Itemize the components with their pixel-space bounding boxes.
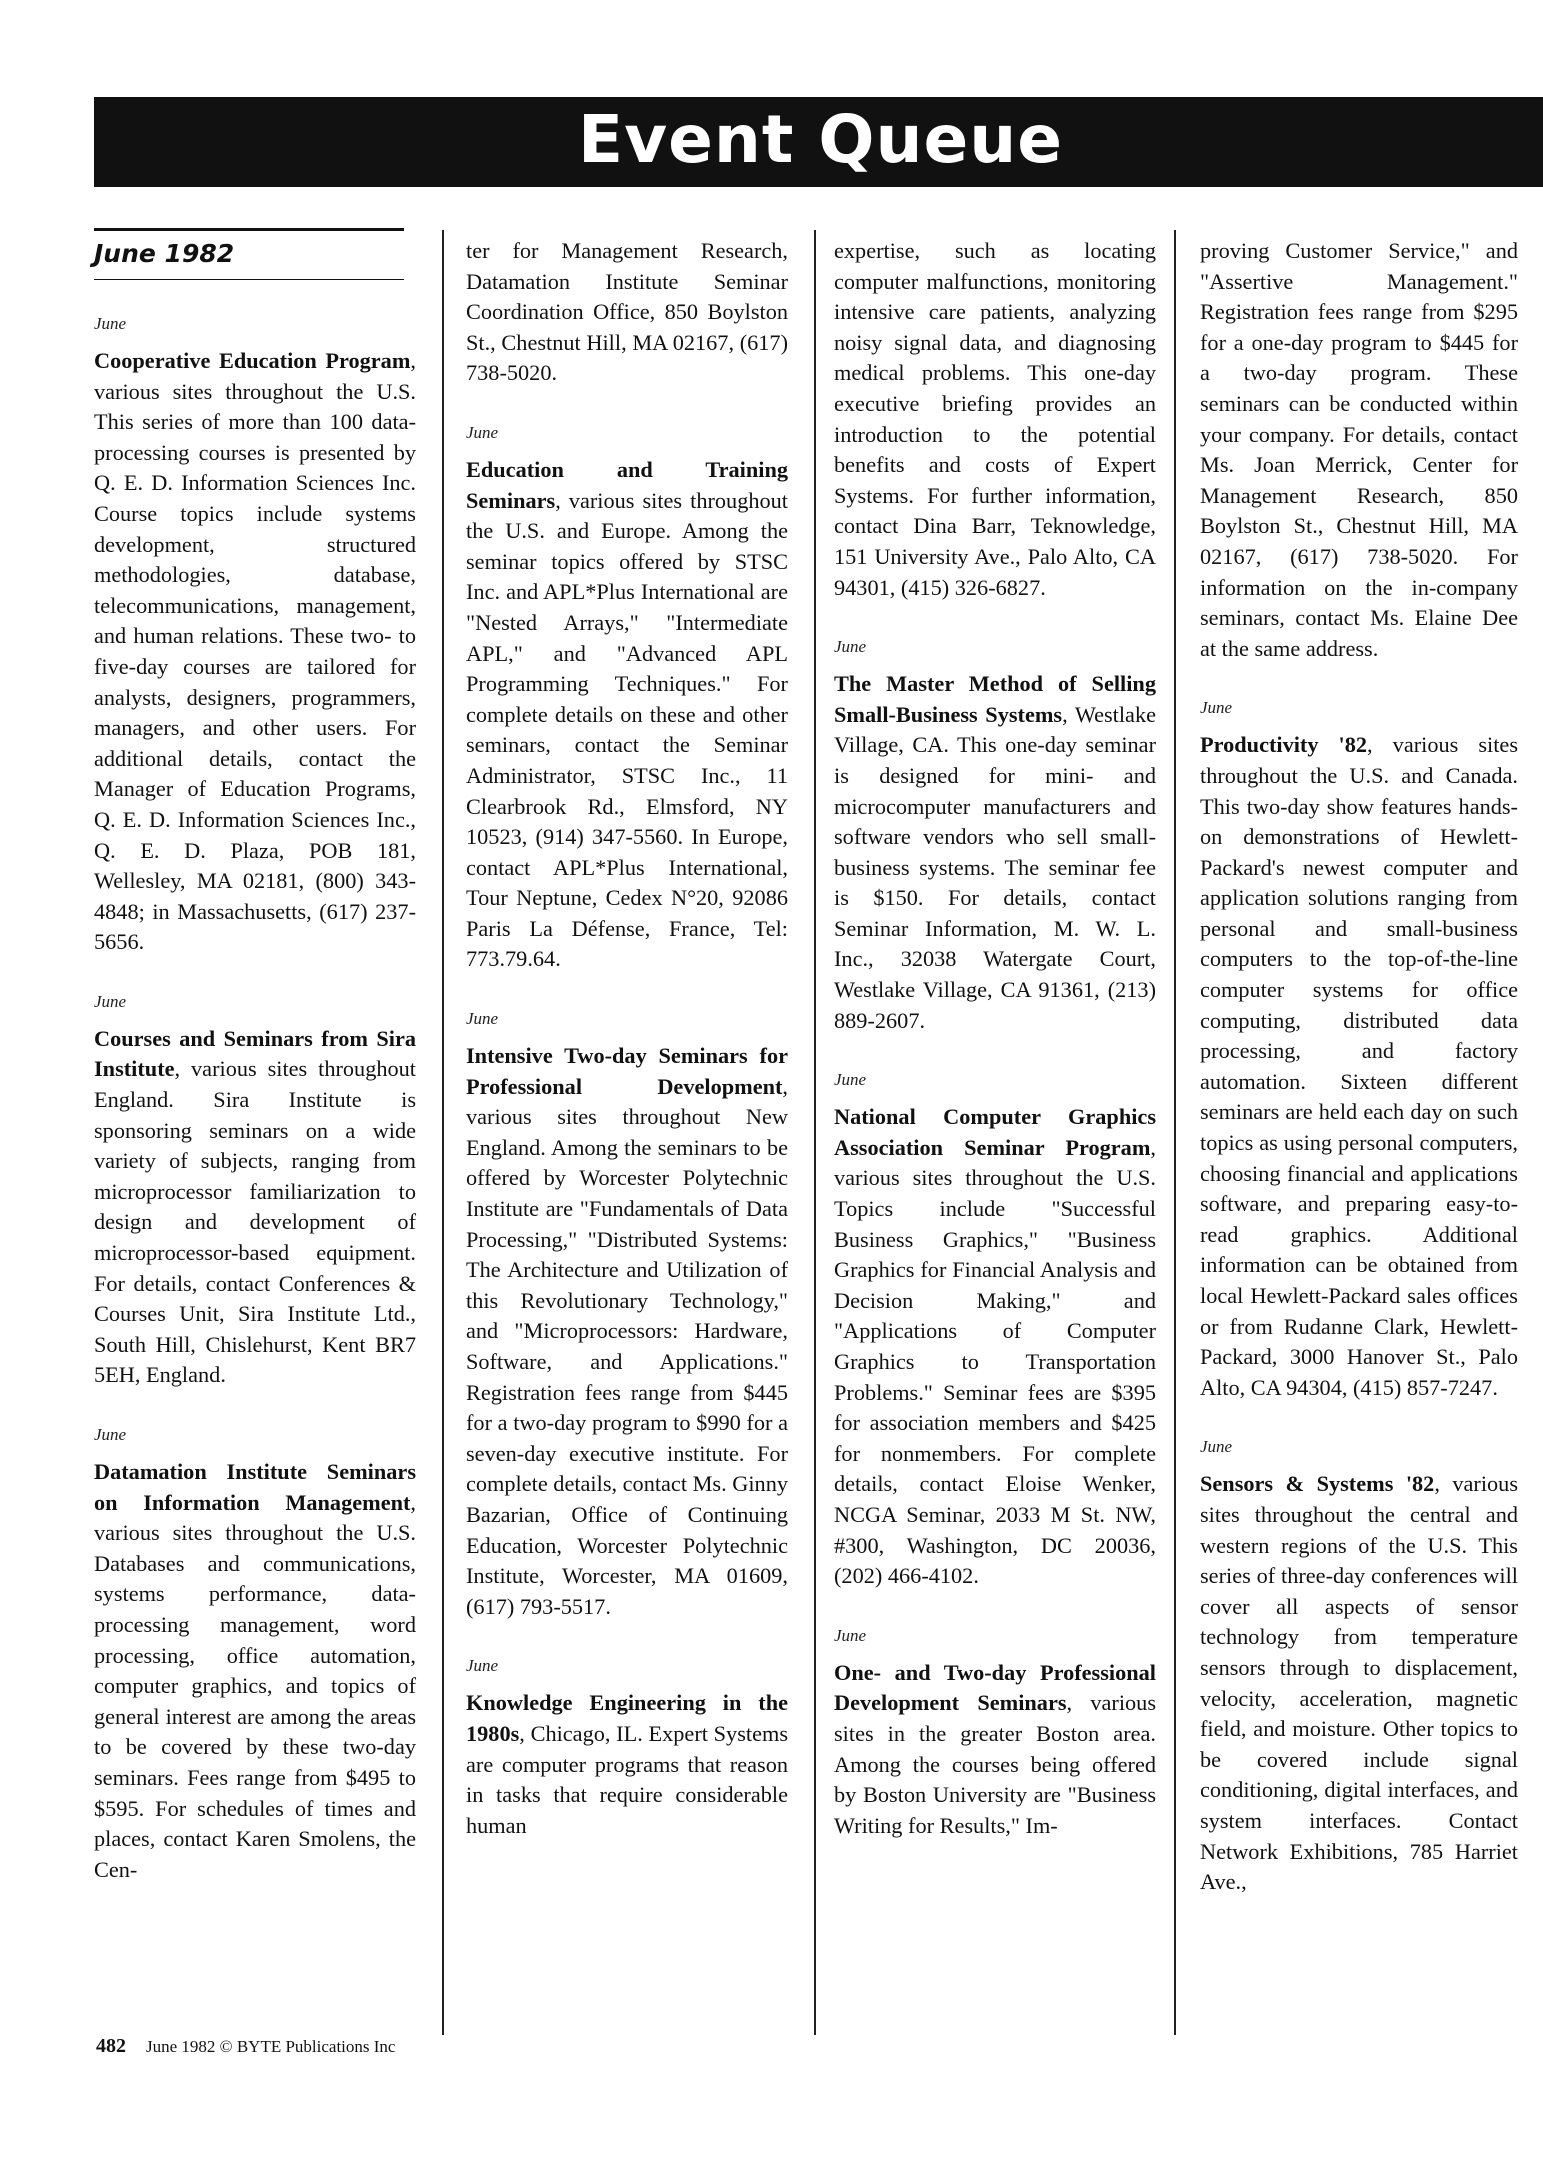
event-month: June bbox=[466, 1009, 499, 1029]
event-body bbox=[834, 1102, 1156, 1592]
event-item bbox=[466, 1009, 788, 1622]
event-month: June bbox=[466, 1656, 499, 1676]
event-title: One- and Two-day Professional Development Seminars bbox=[834, 1659, 1156, 1716]
event-item bbox=[1200, 698, 1518, 1403]
event-text: , various sites throughout New England. Among the seminars to be offered by Worcester Polytechnic Institute are "Fundamentals of Data Processing," "Distributed Systems: The Architecture and Utilization of this Revolutionary Technology," and "Microprocessors: Hardware, Software, and Applications." Registration fees range from $445 for a two-day program to $990 for a seven-day executive institute. For complete details, contact Ms. Ginny Bazarian, Office of Continuing Education, Worcester Polytechnic Institute, Worcester, MA 01609, (617) 793-5517. bbox=[466, 1073, 788, 1619]
column-rule bbox=[1174, 230, 1176, 2035]
event-continuation bbox=[834, 236, 1156, 603]
event-text: , various sites in the greater Boston area. Among the courses being offered by Boston University are "Business Writing for Results," Im- bbox=[834, 1690, 1156, 1838]
event-text: , various sites throughout England. Sira Institute is sponsoring seminars on a wide variety of subjects, ranging from microprocessor familiarization to design and development of microprocessor-based equipment. For details, contact Conferences & Courses Unit, Sira Institute Ltd., South Hill, Chislehurst, Kent BR7 5EH, England. bbox=[94, 1056, 416, 1388]
event-title: Courses and Seminars from Sira Institute bbox=[94, 1025, 416, 1082]
event-text: , various sites throughout the U.S. and Europe. Among the seminar topics offered by STSC Inc. and APL*Plus International are "Nested Arrays," "Intermediate APL," and "Advanced APL Programming Techniques." For complete details on these and other seminars, contact the Seminar Administrator, STSC Inc., 11 Clearbrook Rd., Elmsford, NY 10523, (914) 347-5560. In Europe, contact APL*Plus International, Tour Neptune, Cedex N°20, 92086 Paris La Défense, France, Tel: 773.79.64. bbox=[466, 487, 788, 972]
event-text: , various sites throughout the central and western regions of the U.S. This series of three-day conferences will cover all aspects of sensor technology from temperature sensors through to displacement, velocity, acceleration, magnetic field, and moisture. Other topics to be covered include signal conditioning, digital interfaces, and system interfaces. Contact Network Exhibitions, 785 Harriet Ave., bbox=[1200, 1471, 1518, 1895]
event-title: The Master Method of Selling Small-Business Systems bbox=[834, 671, 1156, 727]
event-text: , Chicago, IL. Expert Systems are computer programs that reason in tasks that require considerable human bbox=[466, 1720, 788, 1838]
event-body bbox=[1200, 1469, 1518, 1897]
event-month: June bbox=[834, 1070, 867, 1090]
event-title: Productivity '82 bbox=[1200, 732, 1368, 758]
event-body bbox=[834, 669, 1156, 1036]
event-item bbox=[834, 1626, 1156, 1842]
section-header-block bbox=[94, 228, 404, 280]
continuation-text: proving Customer Service," and "Assertive Management." Registration fees range from $295 for a one-day program to $445 for a two-day program. These seminars can be conducted within your company. For details, contact Ms. Joan Merrick, Center for Management Research, 850 Boylston St., Chestnut Hill, MA 02167, (617) 738-5020. For information on the in-company seminars, contact Ms. Elaine Dee at the same address. bbox=[1200, 238, 1518, 661]
event-body bbox=[94, 346, 416, 958]
event-continuation bbox=[1200, 236, 1518, 664]
section-header: June 1982 bbox=[94, 239, 235, 268]
event-month: June bbox=[94, 1425, 127, 1444]
event-item bbox=[94, 314, 416, 958]
event-item bbox=[466, 423, 788, 975]
event-text: , Westlake Village, CA. This one-day seminar is designed for mini- and microcomputer manufacturers and software vendors who sell small-business systems. The seminar fee is $150. For details, contact Seminar Information, M. W. L. Inc., 32038 Watergate Court, Westlake Village, CA 91361, (213) 889-2607. bbox=[834, 701, 1156, 1033]
event-title: Sensors & Systems '82 bbox=[1200, 1471, 1435, 1497]
event-item bbox=[834, 637, 1156, 1036]
continuation-text: ter for Management Research, Datamation Institute Seminar Coordination Office, 850 Boylston St., Chestnut Hill, MA 02167, (617) 738-5020. bbox=[466, 238, 788, 386]
event-body bbox=[466, 1041, 788, 1622]
event-month: June bbox=[466, 422, 499, 442]
event-month: June bbox=[834, 637, 867, 657]
event-body bbox=[466, 455, 788, 975]
event-body bbox=[834, 1658, 1156, 1842]
event-month: June bbox=[834, 1625, 867, 1645]
event-title: Cooperative Education Program bbox=[94, 348, 411, 373]
event-title: Knowledge Engineering in the 1980s bbox=[466, 1690, 788, 1746]
event-item bbox=[466, 1656, 788, 1841]
event-body bbox=[466, 1688, 788, 1841]
banner bbox=[94, 97, 1543, 187]
page-footer bbox=[96, 2036, 395, 2057]
event-month: June bbox=[1200, 698, 1233, 718]
event-text: , various sites throughout the U.S. and Canada. This two-day show features hands-on demonstrations of Hewlett-Packard's newest computer and application solutions ranging from personal and small-business computers to the top-of-the-line computer systems for office computing, distributed data processing, and factory automation. Sixteen different seminars are held each day on such topics as using personal computers, choosing financial and applications software, and preparing easy-to-read graphics. Additional information can be obtained from local Hewlett-Packard sales offices or from Rudanne Clark, Hewlett-Packard, 3000 Hanover St., Palo Alto, CA 94304, (415) 857-7247. bbox=[1200, 732, 1518, 1400]
event-item bbox=[94, 992, 416, 1391]
event-month: June bbox=[94, 314, 127, 333]
event-body bbox=[1200, 730, 1518, 1403]
event-month: June bbox=[1200, 1437, 1233, 1457]
event-item bbox=[834, 1070, 1156, 1592]
event-title: Education and Training Seminars bbox=[466, 456, 788, 513]
page-number: 482 bbox=[96, 2035, 126, 2057]
event-continuation bbox=[466, 236, 788, 389]
event-body bbox=[94, 1024, 416, 1391]
continuation-text: expertise, such as locating computer malfunctions, monitoring intensive care patients, analyzing noisy signal data, and diagnosing medical problems. This one-day executive briefing provides an introduction to the potential benefits and costs of Expert Systems. For further information, contact Dina Barr, Teknowledge, 151 University Ave., Palo Alto, CA 94301, (415) 326-6827. bbox=[834, 238, 1156, 600]
event-body bbox=[94, 1457, 416, 1885]
event-title: Intensive Two-day Seminars for Professional Development bbox=[466, 1043, 788, 1099]
column-1 bbox=[94, 236, 416, 1919]
footer-credit: June 1982 © BYTE Publications Inc bbox=[146, 2037, 396, 2056]
event-title: National Computer Graphics Association Seminar Program bbox=[834, 1104, 1156, 1160]
event-item bbox=[1200, 1437, 1518, 1897]
event-month: June bbox=[94, 991, 127, 1011]
event-item bbox=[94, 1425, 416, 1885]
column-2 bbox=[466, 236, 788, 1875]
column-3 bbox=[834, 236, 1156, 1875]
column-rule bbox=[442, 230, 444, 2035]
event-text: , various sites throughout the U.S. Databases and communications, systems performance, data-processing management, word processing, office automation, computer graphics, and topics of general interest are among the areas to be covered by these two-day seminars. Fees range from $495 to $595. For schedules of times and places, contact Karen Smolens, the Cen- bbox=[94, 1489, 416, 1882]
event-text: , various sites throughout the U.S. This series of more than 100 data-processing courses is presented by Q. E. D. Information Sciences Inc. Course topics include systems development, structured methodologies, database, telecommunications, management, and human relations. These two- to five-day courses are tailored for analysts, designers, programmers, managers, and other users. For additional details, contact the Manager of Education Programs, Q. E. D. Information Sciences Inc., Q. E. D. Plaza, POB 181, Wellesley, MA 02181, (800) 343-4848; in Massachusetts, (617) 237-5656. bbox=[94, 348, 416, 955]
page-title: Event Queue bbox=[578, 101, 1063, 178]
column-4 bbox=[1200, 236, 1518, 1932]
event-title: Datamation Institute Seminars on Information Management bbox=[94, 1459, 416, 1515]
column-rule bbox=[814, 230, 816, 2035]
event-text: , various sites throughout the U.S. Topics include "Successful Business Graphics," "Business Graphics for Financial Analysis and Decision Making," and "Applications of Computer Graphics to Transportation Problems." Seminar fees are $395 for association members and $425 for nonmembers. For complete details, contact Eloise Wenker, NCGA Seminar, 2033 M St. NW, #300, Washington, DC 20036, (202) 466-4102. bbox=[834, 1134, 1156, 1589]
